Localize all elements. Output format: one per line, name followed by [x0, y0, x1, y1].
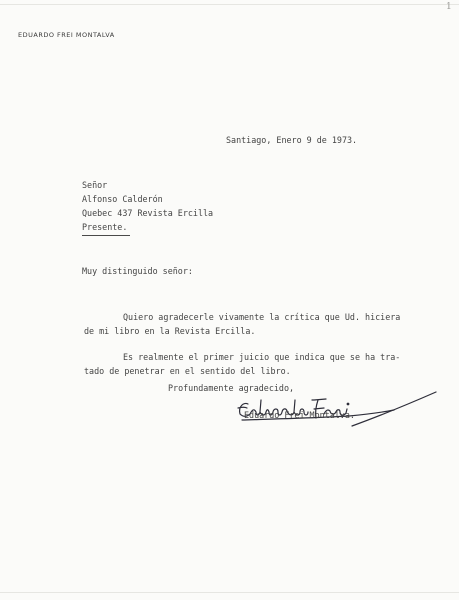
presente-underline [82, 235, 130, 236]
salutation: Muy distinguido señor: [82, 266, 193, 276]
recipient-address: Quebec 437 Revista Ercilla [82, 208, 214, 218]
body-p2-line2: tado de penetrar en el sentido del libro. [84, 366, 291, 376]
signatory-name: Eduardo Frei Montalva. [244, 410, 355, 420]
recipient-title: Señor [82, 180, 108, 190]
scan-top-edge [0, 4, 459, 5]
date-line: Santiago, Enero 9 de 1973. [226, 135, 358, 145]
corner-mark: 1 [446, 2, 452, 12]
body-p1-line1: Quiero agradecerle vivamente la crítica que Ud. hiciera [123, 312, 401, 322]
body-p2-line1: Es realmente el primer juicio que indica que se ha tra- [123, 352, 401, 362]
handwritten-signature [234, 388, 444, 430]
recipient-name: Alfonso Calderón [82, 194, 163, 204]
letterhead: EDUARDO FREI MONTALVA [18, 31, 115, 39]
body-p1-line2: de mi libro en la Revista Ercilla. [84, 326, 256, 336]
recipient-presente: Presente. [82, 222, 128, 232]
scan-bottom-edge [0, 592, 459, 593]
closing: Profundamente agradecido, [168, 383, 295, 393]
